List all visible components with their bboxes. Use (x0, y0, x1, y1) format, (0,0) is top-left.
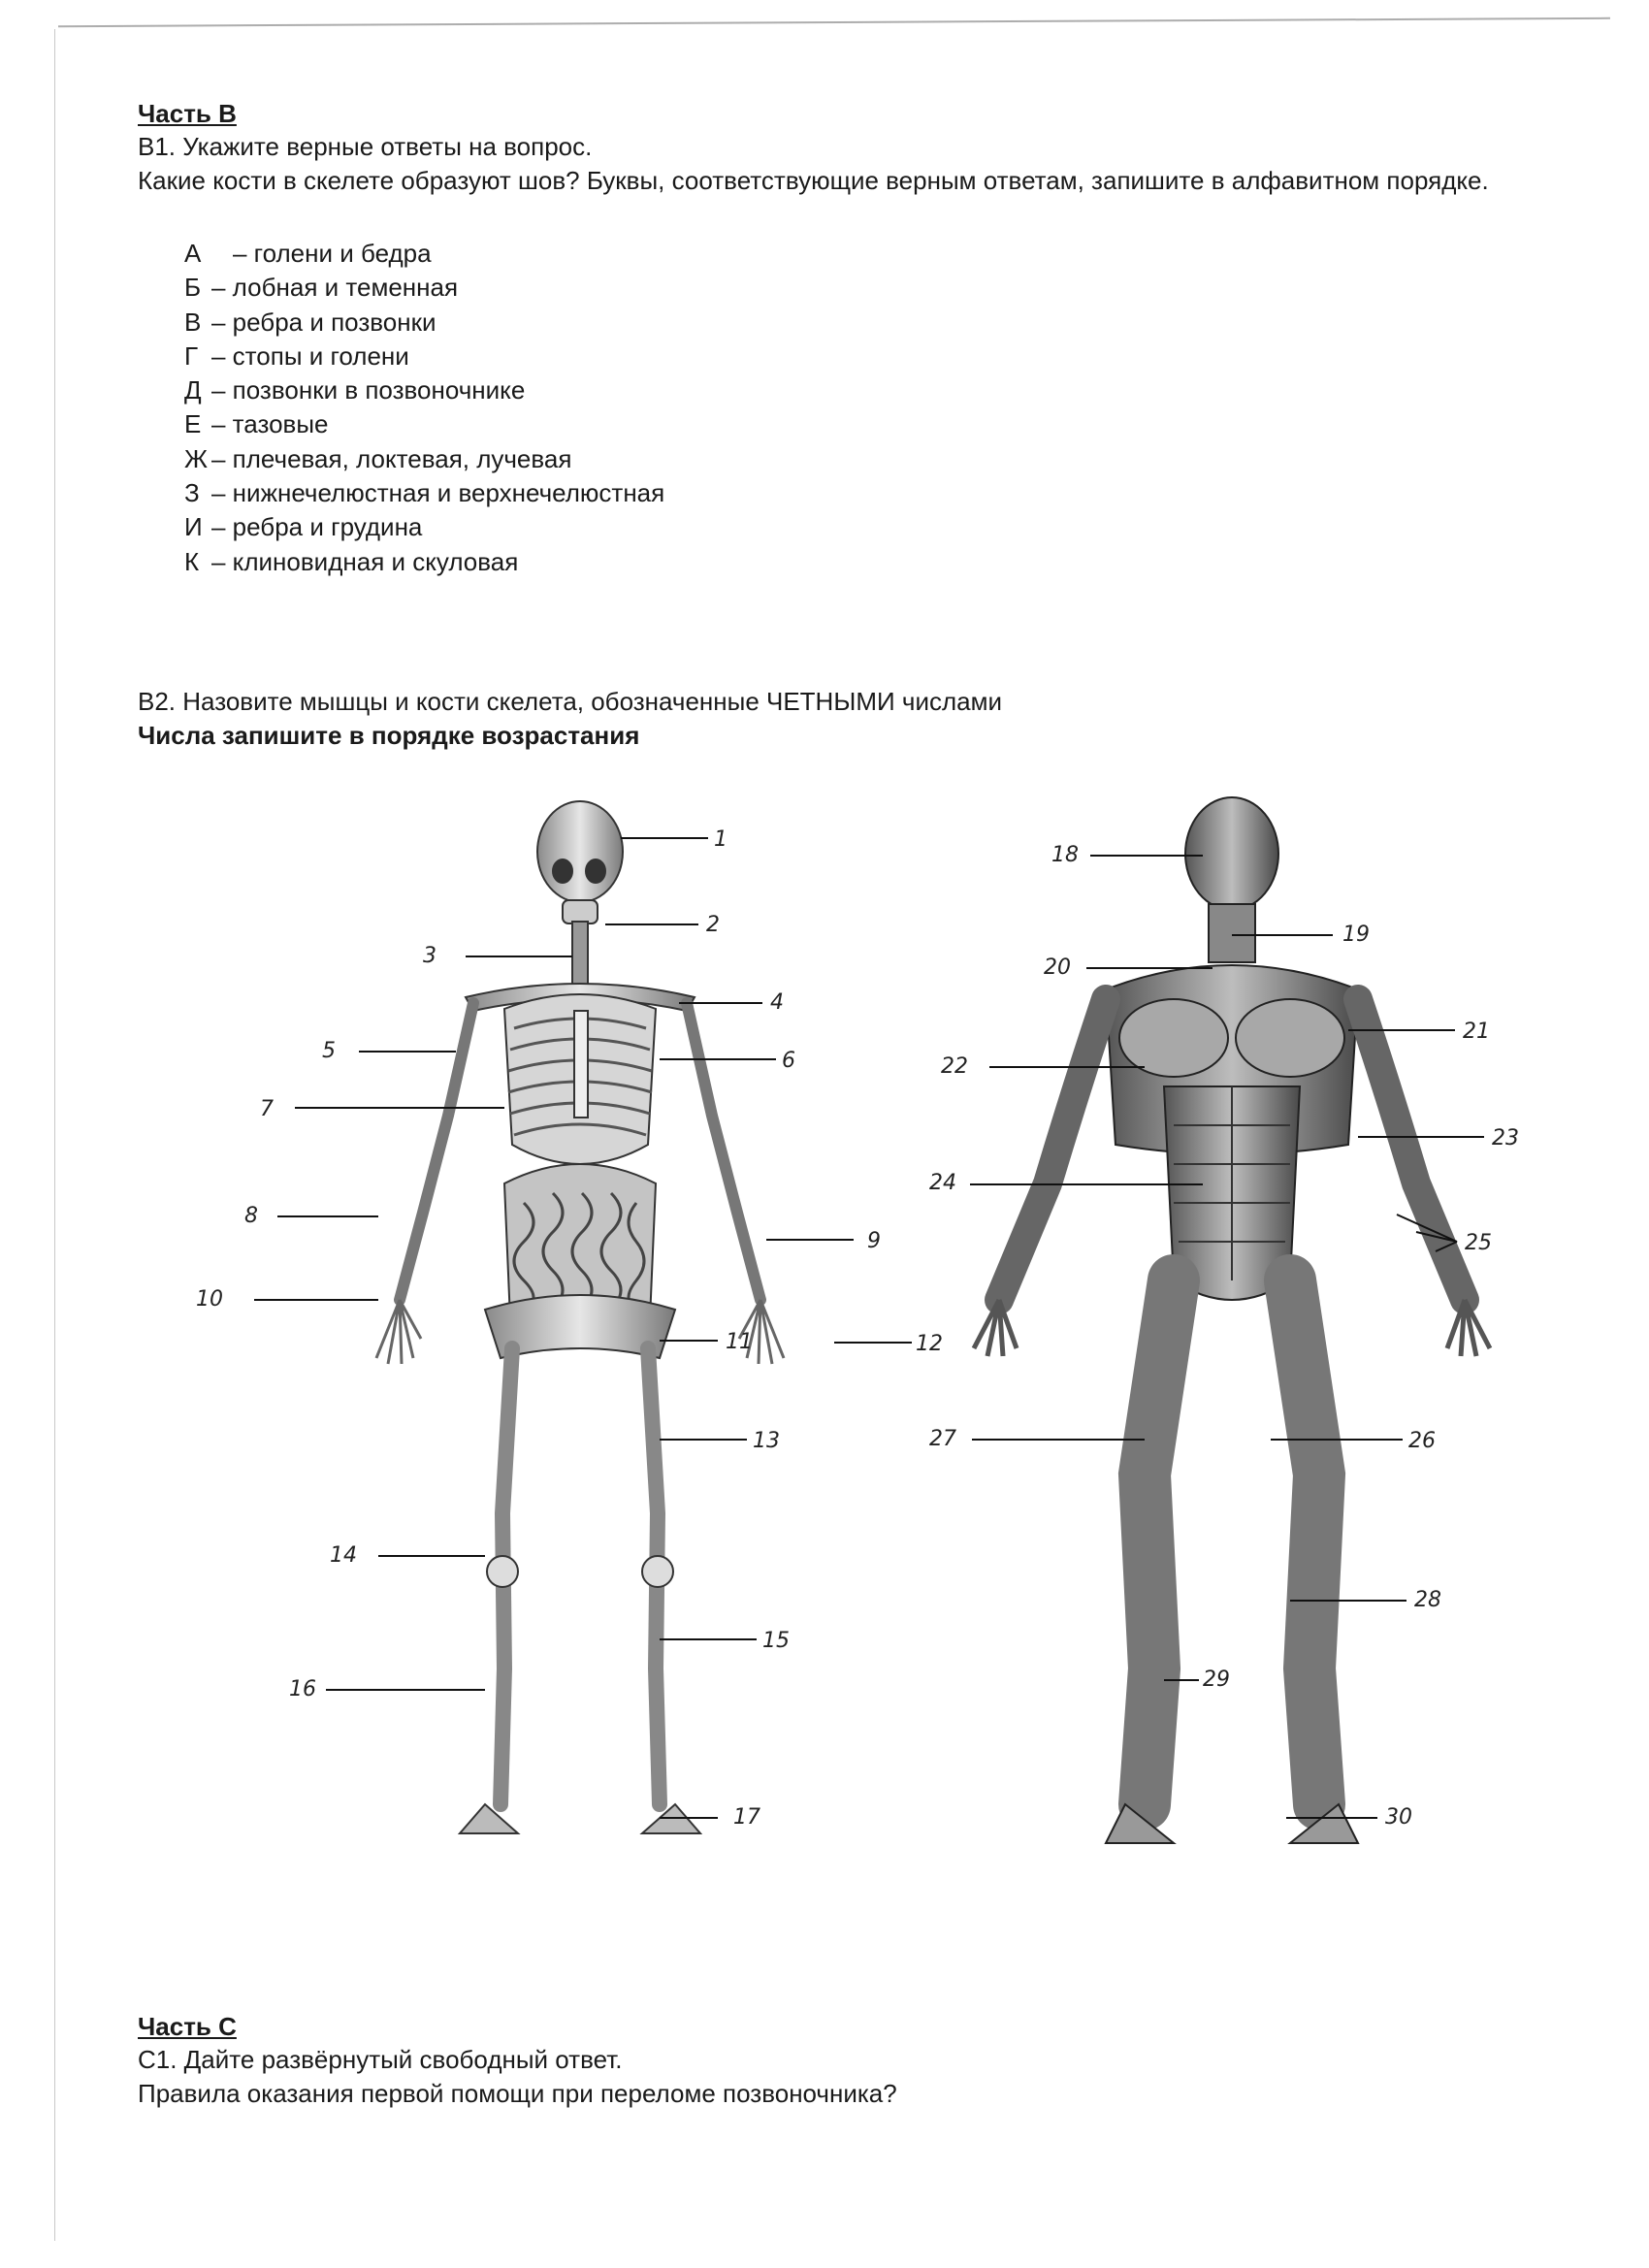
label-12: 12 (916, 1332, 943, 1356)
skeleton-illustration (376, 801, 784, 1833)
b1-options-list (184, 237, 664, 579)
option-a: А – голени и бедра (184, 239, 432, 268)
option-zh: Ж – плечевая, локтевая, лучевая (184, 443, 572, 473)
b2-question: В2. Назовите мышцы и кости скелета, обозначенные ЧЕТНЫМИ числами (138, 687, 1003, 716)
label-17: 17 (733, 1805, 760, 1830)
label-26: 26 (1408, 1429, 1436, 1453)
label-1: 1 (714, 827, 728, 852)
option-z: З – нижнечелюстная и верхнечелюстная (184, 478, 665, 508)
label-23: 23 (1492, 1126, 1519, 1150)
label-13: 13 (753, 1429, 780, 1453)
label-30: 30 (1385, 1805, 1412, 1830)
anatomy-figure (0, 795, 1649, 1930)
b1-instruction: Какие кости в скелете образуют шов? Буквы, соответствующие верным ответам, запишите в алфавитном порядке. (138, 166, 1489, 195)
part-b-title: Часть В (138, 99, 237, 128)
label-28: 28 (1414, 1588, 1441, 1612)
b2-section (138, 685, 1002, 753)
label-3: 3 (423, 944, 436, 968)
anatomy-svg (0, 795, 1649, 1930)
label-11: 11 (726, 1330, 753, 1354)
option-v: В – ребра и позвонки (184, 307, 436, 337)
label-24: 24 (929, 1171, 956, 1195)
label-9: 9 (867, 1229, 881, 1253)
b2-instruction: Числа запишите в порядке возрастания (138, 721, 640, 750)
option-e: Е – тазовые (184, 409, 329, 439)
part-b-section (138, 97, 1554, 198)
option-d: Д – позвонки в позвоночнике (184, 375, 526, 405)
option-b: Б – лобная и теменная (184, 273, 459, 303)
label-15: 15 (762, 1629, 790, 1653)
label-16: 16 (289, 1677, 316, 1701)
label-20: 20 (1044, 956, 1071, 980)
muscle-figure-illustration (974, 797, 1490, 1843)
label-7: 7 (260, 1097, 274, 1121)
label-8: 8 (244, 1204, 258, 1228)
option-g: Г – стопы и голени (184, 340, 409, 371)
label-2: 2 (706, 913, 720, 937)
label-6: 6 (782, 1049, 795, 1073)
option-k: К – клиновидная и скуловая (184, 546, 519, 576)
label-4: 4 (770, 990, 784, 1015)
label-5: 5 (322, 1039, 336, 1063)
label-21: 21 (1463, 1020, 1490, 1044)
label-10: 10 (196, 1287, 223, 1312)
label-22: 22 (941, 1054, 968, 1079)
scan-edge-top (58, 17, 1610, 27)
label-14: 14 (330, 1543, 357, 1568)
option-i: И – ребра и грудина (184, 512, 423, 542)
label-29: 29 (1203, 1668, 1230, 1692)
part-c-title: Часть С (138, 2012, 237, 2041)
part-c-section (138, 2010, 897, 2111)
b1-question: В1. Укажите верные ответы на вопрос. (138, 132, 593, 161)
label-19: 19 (1342, 923, 1370, 947)
c1-text: Правила оказания первой помощи при переломе позвоночника? (138, 2079, 897, 2108)
label-18: 18 (1051, 843, 1079, 867)
label-27: 27 (929, 1427, 956, 1451)
label-25: 25 (1465, 1231, 1492, 1255)
c1-question: С1. Дайте развёрнутый свободный ответ. (138, 2045, 623, 2074)
